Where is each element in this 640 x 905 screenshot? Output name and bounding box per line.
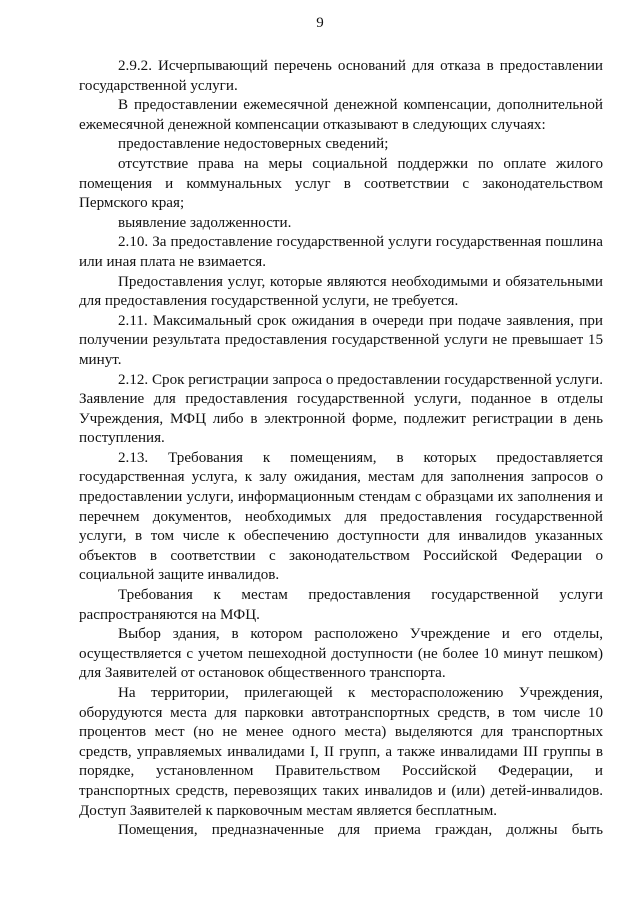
paragraph-refusal-item-2: отсутствие права на меры социальной поддержки по оплате жилого помещения и коммунальных услуг в соответствии с законодательством Пермского края; [79,155,603,212]
paragraph-refusal-cases: В предоставлении ежемесячной денежной компенсации, дополнительной ежемесячной денежной компенсации отказывают в следующих случаях: [79,97,603,133]
paragraph-2-10: 2.10. За предоставление государственной услуги государственная пошлина или иная плата не взимается. [79,234,603,270]
page-number: 9 [316,15,324,31]
paragraph-refusal-item-3: выявление задолженности. [118,214,292,231]
paragraph-building-choice: Выбор здания, в котором расположено Учреждение и его отделы, осуществляется с учетом пешеходной доступности (не более 10 минут пешком) для Заявителей от остановок общественного транспорта. [79,626,603,682]
paragraph-2-11: 2.11. Максимальный срок ожидания в очереди при подаче заявления, при получении результата предоставления государственной услуги не превышает 15 минут. [79,312,603,368]
paragraph-2-13: 2.13. Требования к помещениям, в которых предоставляется государственная услуга, к залу ожидания, местам для заполнения запросов о предоставлении услуги, информационным стендам с образцами их заполнения и перечнем документов, необходимых для предоставления государственной услуги, в том числе к обеспечению доступности для инвалидов указанных объектов в соответствии с законодательством Российской Федерации о социальной защите инвалидов. [79,449,603,584]
paragraph-refusal-item-1: предоставление недостоверных сведений; [118,136,389,153]
paragraph-premises: Помещения, предназначенные для приема граждан, должны быть [118,822,603,839]
paragraph-2-9-2: 2.9.2. Исчерпывающий перечень оснований для отказа в предоставлении государственной услуги. [79,58,603,94]
paragraph-mfc-requirements: Требования к местам предоставления государственной услуги распространяются на МФЦ. [79,587,603,623]
paragraph-parking: На территории, прилегающей к месторасположению Учреждения, оборудуются места для парковки автотранспортных средств, в том числе 10 процентов мест (но не менее одного места) выделяются для транспортных средств, управляемых инвалидами I, II групп, а также инвалидами III группы в порядке, установленном Правительством Российской Федерации, и транспортных средств, перевозящих таких инвалидов и (или) детей-инвалидов. Доступ Заявителей к парковочным местам является бесплатным. [79,685,603,819]
paragraph-2-12: 2.12. Срок регистрации запроса о предоставлении государственной услуги. Заявление для предоставления государственной услуги, поданное в отделы Учреждения, МФЦ либо в электронной форме, подлежит регистрации в день поступления. [79,371,603,447]
document-body [79,57,603,841]
paragraph-required-services: Предоставления услуг, которые являются необходимыми и обязательными для предоставления государственной услуги, не требуется. [79,273,603,310]
